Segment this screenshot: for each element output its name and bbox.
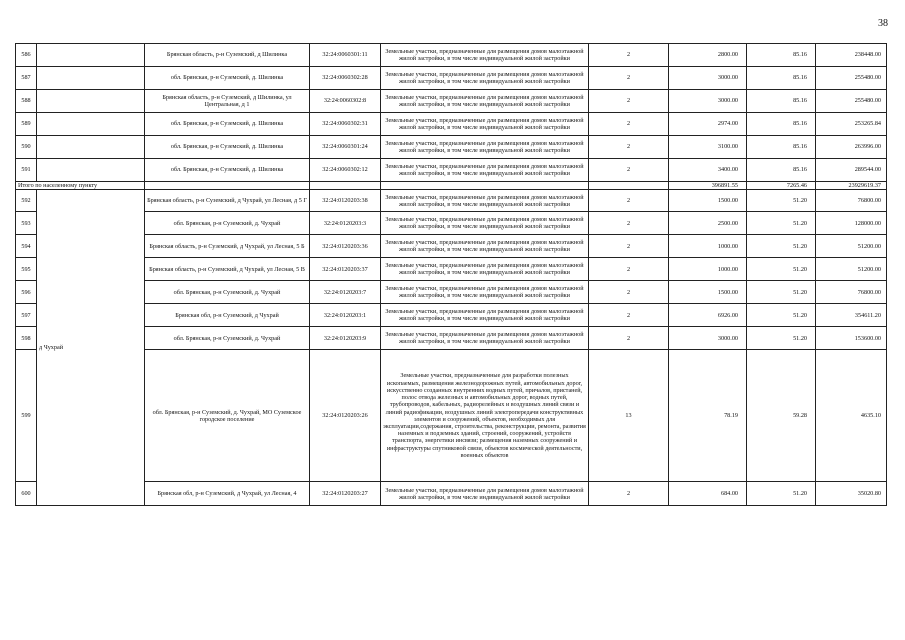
row-number: 588 <box>16 90 37 113</box>
subtotal-row <box>16 182 887 190</box>
rate-cell: 85.16 <box>747 136 816 159</box>
area-cell: 3000.00 <box>669 90 747 113</box>
table-row <box>16 212 887 235</box>
row-number: 592 <box>16 190 37 212</box>
row-number: 595 <box>16 258 37 281</box>
table-row <box>16 281 887 304</box>
area-cell: 3000.00 <box>669 327 747 350</box>
rate-cell: 51.20 <box>747 281 816 304</box>
cadastral-number-cell: 32:24:0120203:26 <box>310 350 381 482</box>
rate-cell: 51.20 <box>747 327 816 350</box>
land-use-cell: Земельные участки, предназначенные для размещения домов малоэтажной жилой застройки, в том числе индивидуальной жилой застройки <box>381 304 589 327</box>
cadastral-value-cell: 263996.00 <box>816 136 887 159</box>
table-row <box>16 304 887 327</box>
address-cell: Брянская область, р-н Суземский, д Чухрай, ул Лесная, 5 Б <box>145 235 310 258</box>
locality-cell <box>37 159 145 182</box>
area-cell: 1500.00 <box>669 281 747 304</box>
subtotal-rate: 7265.46 <box>747 182 816 190</box>
cadastral-value-cell: 253265.84 <box>816 113 887 136</box>
cadastral-value-cell: 354611.20 <box>816 304 887 327</box>
category-code-cell: 2 <box>589 159 669 182</box>
land-use-cell: Земельные участки, предназначенные для размещения домов малоэтажной жилой застройки, в том числе индивидуальной жилой застройки <box>381 190 589 212</box>
cadastral-number-cell: 32:24:0060302:8 <box>310 90 381 113</box>
row-number: 591 <box>16 159 37 182</box>
table-row <box>16 350 887 482</box>
cadastral-value-cell: 35020.80 <box>816 482 887 506</box>
category-code-cell: 2 <box>589 136 669 159</box>
area-cell: 6926.00 <box>669 304 747 327</box>
row-number: 590 <box>16 136 37 159</box>
cadastral-value-cell: 255480.00 <box>816 67 887 90</box>
subtotal-label: Итого по населенному пункту <box>16 182 145 190</box>
table-row <box>16 482 887 506</box>
row-number: 599 <box>16 350 37 482</box>
row-number: 596 <box>16 281 37 304</box>
cadastral-number-cell: 32:24:0120203:7 <box>310 281 381 304</box>
land-use-cell: Земельные участки, предназначенные для размещения домов малоэтажной жилой застройки, в том числе индивидуальной жилой застройки <box>381 159 589 182</box>
cadastral-number-cell: 32:24:0120203:27 <box>310 482 381 506</box>
category-code-cell: 2 <box>589 258 669 281</box>
land-use-cell: Земельные участки, предназначенные для размещения домов малоэтажной жилой застройки, в том числе индивидуальной жилой застройки <box>381 258 589 281</box>
address-cell: обл. Брянская, р-н Суземский, д. Шилинка <box>145 67 310 90</box>
page-number: 38 <box>878 18 888 29</box>
cadastral-number-cell: 32:24:0120203:38 <box>310 190 381 212</box>
table-row <box>16 113 887 136</box>
row-number: 587 <box>16 67 37 90</box>
cadastral-value-cell: 4635.10 <box>816 350 887 482</box>
address-cell: Брянская область, р-н Суземский, д Чухрай, ул Лесная, 5 В <box>145 258 310 281</box>
rate-cell: 51.20 <box>747 258 816 281</box>
area-cell: 2974.00 <box>669 113 747 136</box>
rate-cell: 51.20 <box>747 304 816 327</box>
row-number: 589 <box>16 113 37 136</box>
area-cell: 1500.00 <box>669 190 747 212</box>
subtotal-value: 23929619.37 <box>816 182 887 190</box>
cadastral-number-cell: 32:24:0120203:9 <box>310 327 381 350</box>
locality-name: д Чухрай <box>37 190 145 506</box>
category-code-cell: 2 <box>589 281 669 304</box>
table-row <box>16 90 887 113</box>
table-row <box>16 159 887 182</box>
table-row <box>16 136 887 159</box>
category-code-cell: 2 <box>589 190 669 212</box>
category-code-cell: 2 <box>589 44 669 67</box>
land-use-cell: Земельные участки, предназначенные для размещения домов малоэтажной жилой застройки, в том числе индивидуальной жилой застройки <box>381 235 589 258</box>
row-number: 598 <box>16 327 37 350</box>
rate-cell: 85.16 <box>747 113 816 136</box>
category-code-cell: 13 <box>589 350 669 482</box>
land-use-cell: Земельные участки, предназначенные для размещения домов малоэтажной жилой застройки, в том числе индивидуальной жилой застройки <box>381 90 589 113</box>
cadastral-number-cell: 32:24:0120203:3 <box>310 212 381 235</box>
land-use-cell: Земельные участки, предназначенные для размещения домов малоэтажной жилой застройки, в том числе индивидуальной жилой застройки <box>381 212 589 235</box>
address-cell: Брянская обл, р-н Суземский, д Чухрай <box>145 304 310 327</box>
address-cell: обл. Брянская, р-н Суземский, д. Чухрай, МО Суземское городское поселение <box>145 350 310 482</box>
rate-cell: 51.20 <box>747 190 816 212</box>
category-code-cell: 2 <box>589 67 669 90</box>
cadastral-value-cell: 153600.00 <box>816 327 887 350</box>
row-number: 597 <box>16 304 37 327</box>
land-use-cell: Земельные участки, предназначенные для размещения домов малоэтажной жилой застройки, в том числе индивидуальной жилой застройки <box>381 136 589 159</box>
cadastral-value-cell: 76800.00 <box>816 281 887 304</box>
cadastral-value-cell: 255480.00 <box>816 90 887 113</box>
land-use-cell: Земельные участки, предназначенные для размещения домов малоэтажной жилой застройки, в том числе индивидуальной жилой застройки <box>381 113 589 136</box>
rate-cell: 51.20 <box>747 482 816 506</box>
address-cell: обл. Брянская, р-н Суземский, д. Чухрай <box>145 212 310 235</box>
cadastral-value-cell: 51200.00 <box>816 258 887 281</box>
land-use-cell: Земельные участки, предназначенные для размещения домов малоэтажной жилой застройки, в том числе индивидуальной жилой застройки <box>381 44 589 67</box>
subtotal-area: 396891.55 <box>669 182 747 190</box>
cadastral-number-cell: 32:24:0120203:36 <box>310 235 381 258</box>
land-use-cell: Земельные участки, предназначенные для размещения домов малоэтажной жилой застройки, в том числе индивидуальной жилой застройки <box>381 281 589 304</box>
table-row <box>16 258 887 281</box>
area-cell: 3100.00 <box>669 136 747 159</box>
cadastral-number-cell: 32:24:0060301:24 <box>310 136 381 159</box>
category-code-cell: 2 <box>589 212 669 235</box>
cadastral-table <box>15 43 887 506</box>
area-cell: 1000.00 <box>669 258 747 281</box>
address-cell: обл. Брянская, р-н Суземский, д. Шилинка <box>145 159 310 182</box>
land-use-cell: Земельные участки, предназначенные для размещения домов малоэтажной жилой застройки, в том числе индивидуальной жилой застройки <box>381 67 589 90</box>
rate-cell: 85.16 <box>747 44 816 67</box>
table-row <box>16 44 887 67</box>
rate-cell: 85.16 <box>747 67 816 90</box>
locality-cell <box>37 113 145 136</box>
table-row <box>16 327 887 350</box>
category-code-cell: 2 <box>589 304 669 327</box>
category-code-cell: 2 <box>589 327 669 350</box>
cadastral-value-cell: 289544.00 <box>816 159 887 182</box>
rate-cell: 59.28 <box>747 350 816 482</box>
table-row <box>16 235 887 258</box>
rate-cell: 85.16 <box>747 159 816 182</box>
cadastral-value-cell: 238448.00 <box>816 44 887 67</box>
table-row <box>16 67 887 90</box>
address-cell: обл. Брянская, р-н Суземский, д. Чухрай <box>145 281 310 304</box>
row-number: 593 <box>16 212 37 235</box>
table-row <box>16 190 887 212</box>
area-cell: 684.00 <box>669 482 747 506</box>
rate-cell: 51.20 <box>747 235 816 258</box>
address-cell: обл. Брянская, р-н Суземский, д. Шилинка <box>145 113 310 136</box>
cadastral-number-cell: 32:24:0120203:37 <box>310 258 381 281</box>
rate-cell: 85.16 <box>747 90 816 113</box>
area-cell: 2500.00 <box>669 212 747 235</box>
address-cell: Брянская область, р-н Суземский, д Чухрай, ул Лесная, д 5 Г <box>145 190 310 212</box>
address-cell: обл. Брянская, р-н Суземский, д. Чухрай <box>145 327 310 350</box>
locality-cell <box>37 136 145 159</box>
category-code-cell: 2 <box>589 482 669 506</box>
category-code-cell: 2 <box>589 113 669 136</box>
locality-cell <box>37 44 145 67</box>
row-number: 586 <box>16 44 37 67</box>
cadastral-value-cell: 128000.00 <box>816 212 887 235</box>
cadastral-number-cell: 32:24:0060302:31 <box>310 113 381 136</box>
area-cell: 1000.00 <box>669 235 747 258</box>
land-use-cell: Земельные участки, предназначенные для разработки полезных ископаемых, размещения железнодорожных путей, автомобильных дорог, искусственно созданных внутренних водных путей, причалов, пристаней, полос отвода железных и автомобильных дорог, водных путей, трубопроводов, кабельных, радиорелейных и воздушных линий связи и линий радиофикации, воздушных линий электропередачи конструктивных элементов и сооружений, объектов, необходимых для эксплуатации,содержания, строительства, реконструкции, ремонта, развития наземных и подземных зданий, строений, сооружений, устройств транспорта, энергетики инсвязи; размещения наземных сооружений и инфраструктуры спутниковой связи, объектов космической деятельности, военных объектов <box>381 350 589 482</box>
address-cell: Брянская область, р-н Суземский, д Шилинка <box>145 44 310 67</box>
row-number: 600 <box>16 482 37 506</box>
cadastral-number-cell: 32:24:0120203:1 <box>310 304 381 327</box>
area-cell: 2800.00 <box>669 44 747 67</box>
cadastral-value-cell: 76800.00 <box>816 190 887 212</box>
cadastral-value-cell: 51200.00 <box>816 235 887 258</box>
locality-cell <box>37 67 145 90</box>
area-cell: 3000.00 <box>669 67 747 90</box>
row-number: 594 <box>16 235 37 258</box>
address-cell: Брянская область, р-н Суземский, д Шилинка, ул Центральная, д 1 <box>145 90 310 113</box>
category-code-cell: 2 <box>589 235 669 258</box>
address-cell: Брянская обл, р-н Суземский, д Чухрай, ул Лесная, 4 <box>145 482 310 506</box>
land-use-cell: Земельные участки, предназначенные для размещения домов малоэтажной жилой застройки, в том числе индивидуальной жилой застройки <box>381 327 589 350</box>
category-code-cell: 2 <box>589 90 669 113</box>
cadastral-number-cell: 32:24:0060301:11 <box>310 44 381 67</box>
cadastral-number-cell: 32:24:0060302:28 <box>310 67 381 90</box>
area-cell: 3400.00 <box>669 159 747 182</box>
cadastral-number-cell: 32:24:0060302:12 <box>310 159 381 182</box>
area-cell: 78.19 <box>669 350 747 482</box>
locality-cell <box>37 90 145 113</box>
rate-cell: 51.20 <box>747 212 816 235</box>
address-cell: обл. Брянская, р-н Суземский, д. Шилинка <box>145 136 310 159</box>
land-use-cell: Земельные участки, предназначенные для размещения домов малоэтажной жилой застройки, в том числе индивидуальной жилой застройки <box>381 482 589 506</box>
